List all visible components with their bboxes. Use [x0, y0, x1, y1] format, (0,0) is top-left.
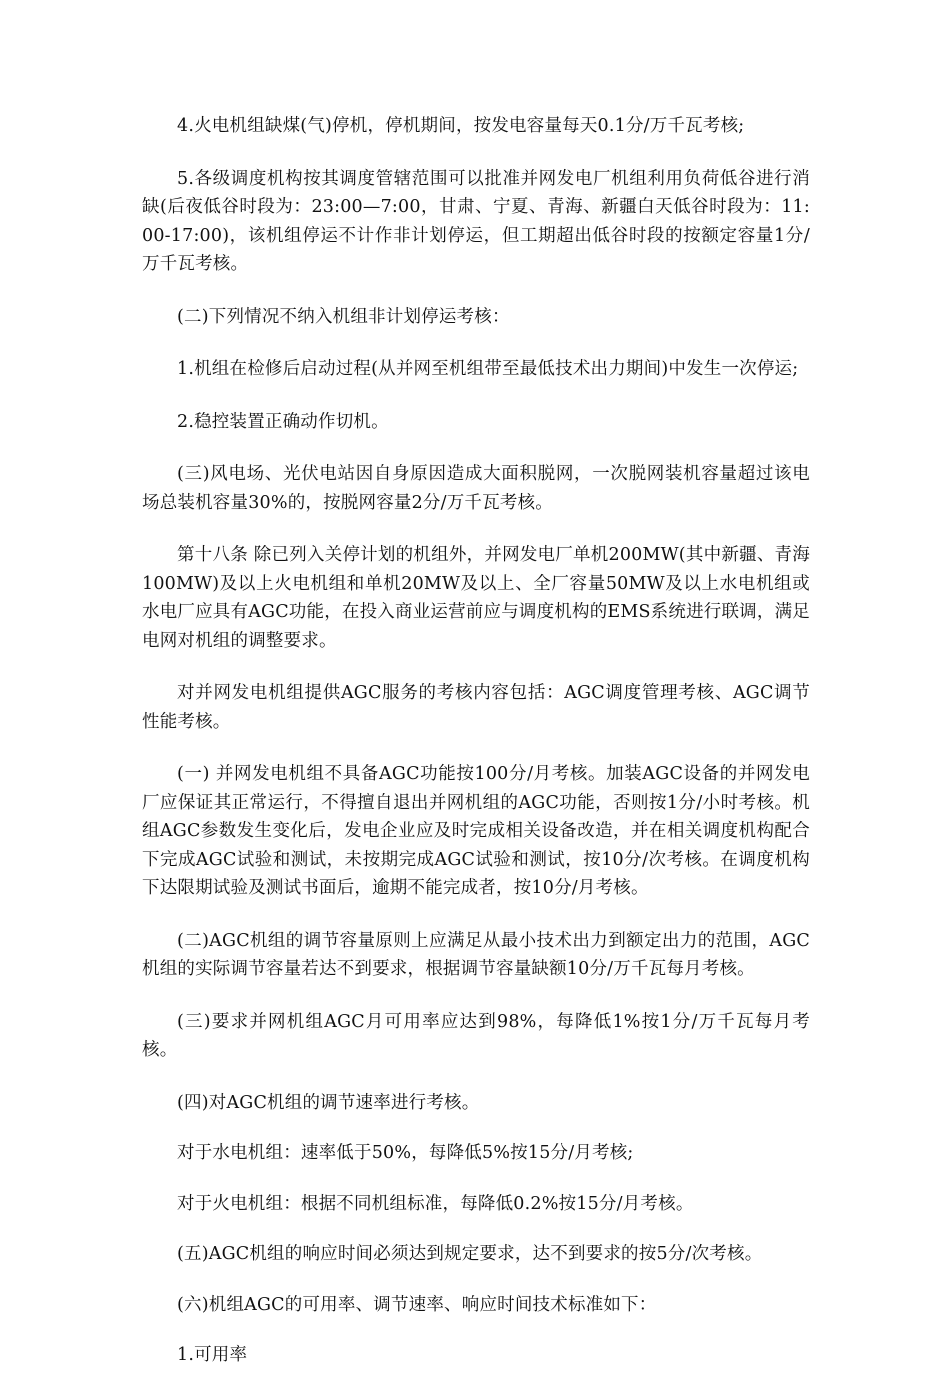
- paragraph-agc-function: (一) 并网发电机组不具备AGC功能按100分/月考核。加装AGC设备的并网发电厂应保证其正常运行，不得擅自退出并网机组的AGC功能，否则按1分/小时考核。机组AGC参数发生变化后，发电企业应及时完成相关设备改造，并在相关调度机构配合下完成AGC试验和测试，未按期完成AGC试验和测试，按10分/次考核。在调度机构下达限期试验及测试书面后，逾期不能完成者，按10分/月考核。: [142, 764, 810, 898]
- paragraph-technical-standards: (六)机组AGC的可用率、调节速率、响应时间技术标准如下：: [177, 1294, 657, 1315]
- document-body: [142, 112, 810, 1392]
- paragraph-agc-rate-heading: (四)对AGC机组的调节速率进行考核。: [177, 1092, 480, 1113]
- paragraph-wind-solar-trip: (三)风电场、光伏电站因自身原因造成大面积脱网，一次脱网装机容量超过该电场总装机容量30%的，按脱网容量2分/万千瓦考核。: [142, 464, 810, 513]
- paragraph-coal-shortage-shutdown: 4.火电机组缺煤(气)停机，停机期间，按发电容量每天0.1分/万千瓦考核;: [177, 116, 745, 136]
- paragraph-low-valley-maintenance: 5.各级调度机构按其调度管辖范围可以批准并网发电厂机组利用负荷低谷进行消缺(后夜低谷时段为：23:00—7:00，甘肃、宁夏、青海、新疆白天低谷时段为：11:00-17:00)，该机组停运不计作非计划停运，但工期超出低谷时段的按额定容量1分/万千瓦考核。: [142, 168, 810, 274]
- paragraph-agc-assessment-scope: 对并网发电机组提供AGC服务的考核内容包括：AGC调度管理考核、AGC调节性能考核。: [142, 683, 810, 732]
- paragraph-startup-outage: 1.机组在检修后启动过程(从并网至机组带至最低技术出力期间)中发生一次停运;: [177, 359, 799, 379]
- paragraph-agc-capacity: (二)AGC机组的调节容量原则上应满足从最小技术出力到额定出力的范围，AGC机组的实际调节容量若达不到要求，根据调节容量缺额10分/万千瓦每月考核。: [142, 930, 810, 979]
- paragraph-section-two-heading: (二)下列情况不纳入机组非计划停运考核：: [177, 306, 510, 327]
- paragraph-article-eighteen: 第十八条 除已列入关停计划的机组外，并网发电厂单机200MW(其中新疆、青海100MW)及以上火电机组和单机20MW及以上、全厂容量50MW及以上水电机组或水电厂应具有AGC功能，在投入商业运营前应与调度机构的EMS系统进行联调，满足电网对机组的调整要求。: [142, 545, 810, 651]
- paragraph-hydro-rate: 对于水电机组：速率低于50%，每降低5%按15分/月考核;: [177, 1143, 634, 1163]
- paragraph-availability-item: 1.可用率: [177, 1345, 248, 1365]
- paragraph-thermal-rate: 对于火电机组：根据不同机组标准，每降低0.2%按15分/月考核。: [177, 1193, 694, 1214]
- paragraph-agc-availability: (三)要求并网机组AGC月可用率应达到98%，每降低1%按1分/万千瓦每月考核。: [142, 1011, 810, 1060]
- paragraph-stability-control: 2.稳控装置正确动作切机。: [177, 411, 389, 432]
- paragraph-response-time: (五)AGC机组的响应时间必须达到规定要求，达不到要求的按5分/次考核。: [177, 1244, 763, 1264]
